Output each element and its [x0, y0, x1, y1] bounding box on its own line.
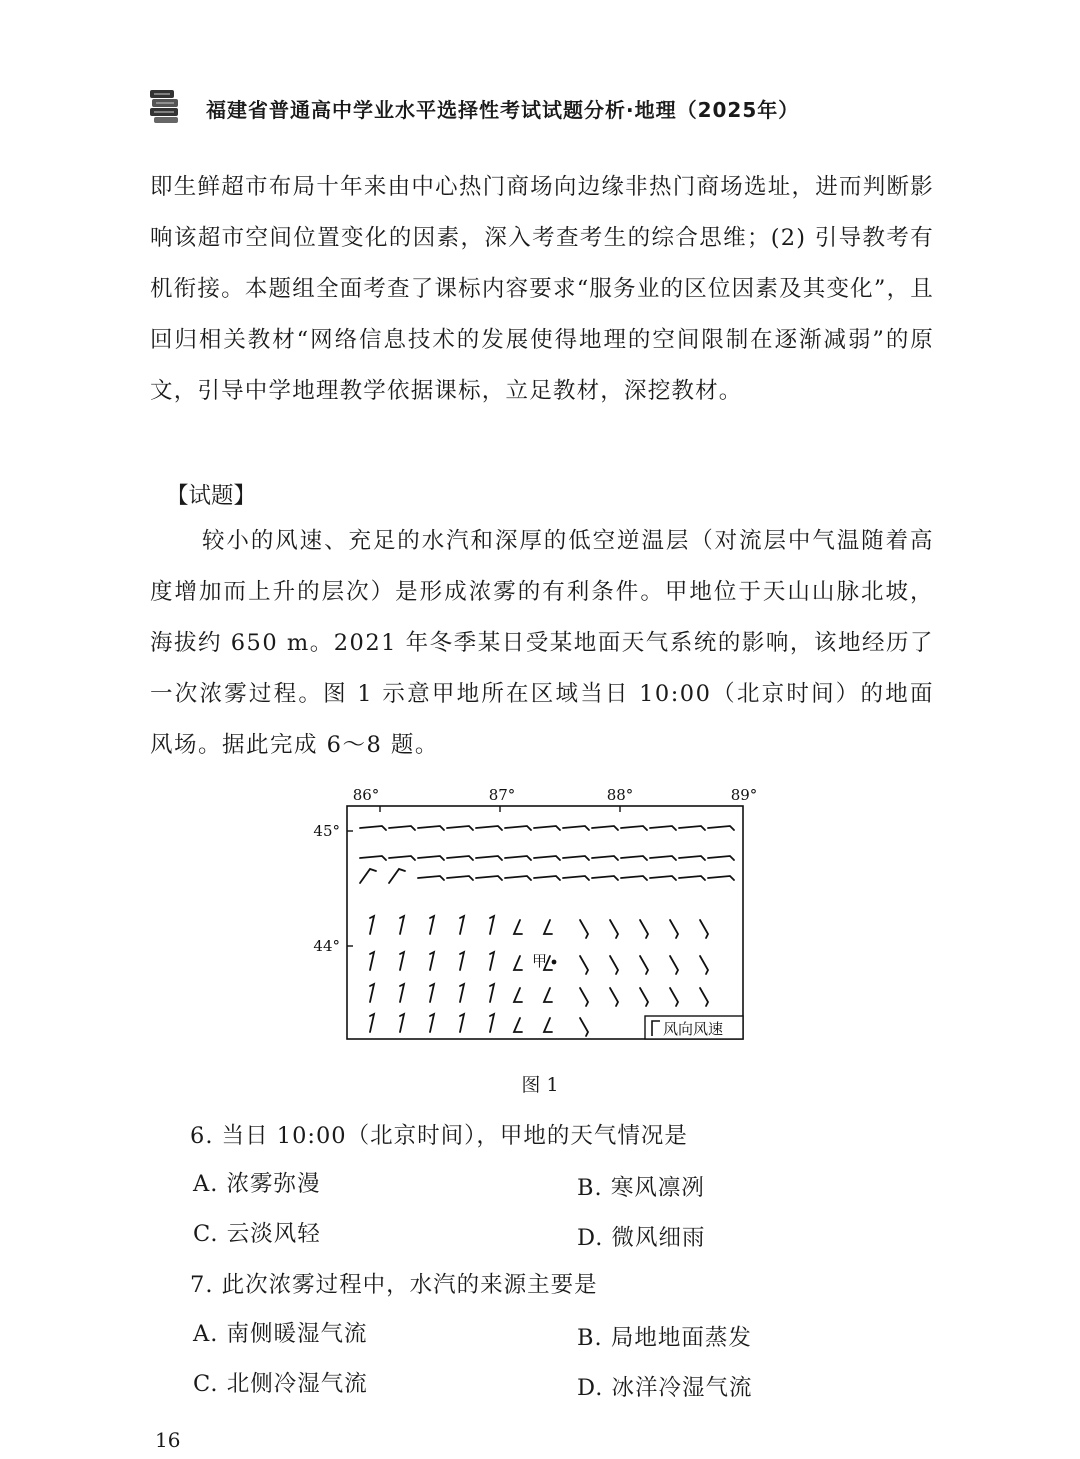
location-dot-jia: [552, 960, 557, 965]
wind-barb: [418, 856, 444, 860]
lon-label-88: 88°: [606, 786, 634, 804]
wind-barb: [370, 916, 374, 934]
wind-barb: [670, 956, 678, 974]
wind-barb: [360, 856, 386, 860]
legend-label: 风向风速: [663, 1020, 724, 1038]
wind-barb: [650, 856, 676, 860]
wind-barb: [460, 916, 464, 934]
wind-barb: [592, 826, 618, 830]
wind-barb: [460, 984, 464, 1002]
wind-barb: [447, 826, 473, 830]
wind-barb: [610, 956, 618, 974]
wind-barb: [490, 984, 494, 1002]
wind-barb: [610, 920, 618, 938]
wind-barb: [640, 988, 648, 1006]
wind-barb: [460, 952, 464, 970]
wind-barb: [679, 826, 705, 830]
q6-option-b: B. 寒风凛冽: [577, 1175, 705, 1201]
wind-barb: [490, 1014, 494, 1032]
wind-barb: [670, 988, 678, 1006]
wind-barb: [621, 856, 647, 860]
wind-barb: [389, 856, 415, 860]
lat-label-44: 44°: [313, 937, 340, 955]
wind-barb: [514, 988, 522, 1002]
wind-barb: [563, 826, 589, 830]
wind-barb: [505, 826, 531, 830]
wind-barb: [447, 856, 473, 860]
wind-barb: [389, 826, 415, 830]
wind-barb: [544, 920, 552, 934]
q6-option-c: C. 云淡风轻: [193, 1221, 321, 1247]
wind-barb: [490, 916, 494, 934]
location-label-jia: 甲: [532, 952, 548, 970]
lat-label-45: 45°: [313, 822, 340, 840]
wind-barb: [640, 920, 648, 938]
wind-barb: [400, 916, 404, 934]
wind-barb: [700, 920, 708, 938]
wind-barb: [360, 826, 386, 830]
wind-barb: [621, 826, 647, 830]
wind-barb: [592, 856, 618, 860]
wind-barb: [400, 984, 404, 1002]
wind-barb: [418, 826, 444, 830]
map-frame: [347, 806, 743, 1039]
wind-barb: [476, 826, 502, 830]
lon-label-89: 89°: [730, 786, 758, 804]
wind-barb: [430, 916, 434, 934]
wind-barb: [400, 952, 404, 970]
wind-barb: [370, 952, 374, 970]
lon-label-87: 87°: [488, 786, 516, 804]
wind-barb: [563, 856, 589, 860]
q6-option-a: A. 浓雾弥漫: [193, 1171, 321, 1197]
q7-option-c: C. 北侧冷湿气流: [193, 1371, 368, 1397]
wind-barb: [389, 869, 405, 883]
wind-barb: [670, 920, 678, 938]
q6-option-d: D. 微风细雨: [577, 1225, 706, 1251]
q7-option-a: A. 南侧暖湿气流: [193, 1321, 368, 1347]
wind-barb: [505, 856, 531, 860]
wind-barb: [430, 952, 434, 970]
wind-barb: [514, 920, 522, 934]
figure-caption: 图 1: [521, 1074, 559, 1096]
q7-option-b: B. 局地地面蒸发: [577, 1325, 752, 1351]
wind-barb: [700, 988, 708, 1006]
intro-paragraph: 即生鲜超市布局十年来由中心热门商场向边缘非热门商场选址，进而判断影响该超市空间位置变化的因素，深入考查考生的综合思维；(2) 引导教考有机衔接。本题组全面考查了课标内容要求“服务业的区位因素及其变化”，且回归相关教材“网络信息技术的发展使得地理的空间限制在逐渐减弱”的原文，引导中学地理教学依据课标，立足教材，深挖教材。: [150, 174, 934, 404]
wind-barbs: [360, 826, 734, 1036]
wind-barb: [360, 869, 376, 883]
wind-barb: [476, 876, 502, 880]
wind-barb: [592, 876, 618, 880]
wind-barb: [580, 988, 588, 1006]
wind-barb: [505, 876, 531, 880]
wind-barb: [650, 826, 676, 830]
wind-barb: [679, 856, 705, 860]
wind-barb: [430, 1014, 434, 1032]
wind-barb: [563, 876, 589, 880]
wind-barb: [534, 826, 560, 830]
wind-barb: [580, 956, 588, 974]
wind-barb: [400, 1014, 404, 1032]
running-header: [148, 88, 948, 128]
wind-barb: [476, 856, 502, 860]
wind-barb: [700, 956, 708, 974]
wind-barb: [430, 984, 434, 1002]
wind-barb: [534, 856, 560, 860]
wind-barb: [580, 920, 588, 938]
wind-barb: [650, 876, 676, 880]
wind-barb: [370, 1014, 374, 1032]
question-stem: 较小的风速、充足的水汽和深厚的低空逆温层（对流层中气温随着高度增加而上升的层次）是形成浓雾的有利条件。甲地位于天山山脉北坡，海拔约 650 m。2021 年冬季某日受某地面天气系统的影响，该地经历了一次浓雾过程。图 1 示意甲地所在区域当日 10:00（北京时间）的地面风场。据此完成 6～8 题。: [150, 528, 934, 758]
question-7-title: 7. 此次浓雾过程中，水汽的来源主要是: [190, 1272, 598, 1298]
wind-barb: [610, 988, 618, 1006]
wind-barb: [514, 1018, 522, 1032]
section-label: 【试题】: [166, 483, 257, 509]
lon-label-86: 86°: [352, 786, 380, 804]
wind-barb: [490, 952, 494, 970]
book-stack-icon: [148, 88, 182, 124]
wind-barb: [621, 876, 647, 880]
header-title: 福建省普通高中学业水平选择性考试试题分析·地理（2025年）: [206, 98, 800, 122]
wind-barb: [460, 1014, 464, 1032]
question-6-title: 6. 当日 10:00（北京时间），甲地的天气情况是: [190, 1123, 688, 1149]
wind-field-map: [300, 778, 770, 1068]
wind-barb: [679, 876, 705, 880]
wind-barb: [580, 1018, 588, 1036]
wind-barb: [640, 956, 648, 974]
wind-barb: [418, 876, 444, 880]
wind-barb: [370, 984, 374, 1002]
wind-barb: [708, 856, 734, 860]
wind-barb: [708, 876, 734, 880]
wind-barb: [534, 876, 560, 880]
wind-barb: [544, 988, 552, 1002]
q7-option-d: D. 冰洋冷湿气流: [577, 1375, 753, 1401]
page-number: 16: [155, 1428, 181, 1452]
wind-barb: [514, 956, 522, 970]
wind-barb: [708, 826, 734, 830]
wind-barb: [447, 876, 473, 880]
wind-barb: [544, 1018, 552, 1032]
